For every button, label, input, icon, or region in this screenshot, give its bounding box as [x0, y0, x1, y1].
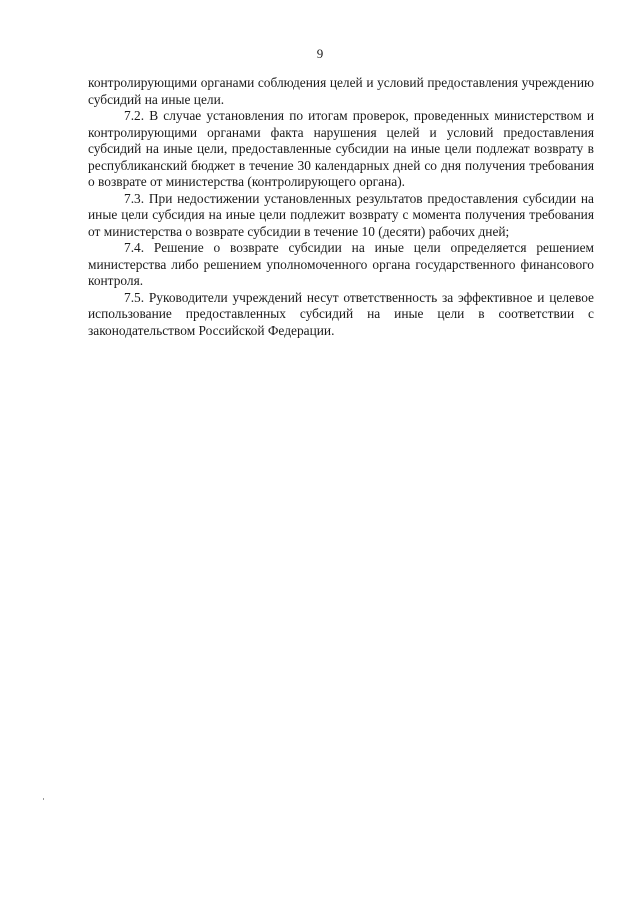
- scan-artifact: [43, 798, 44, 800]
- document-body: [88, 75, 594, 339]
- paragraph-continuation: контролирующими органами соблюдения целей и условий предоставления учреждению субсидий на иные цели.: [88, 75, 594, 107]
- paragraph-7-2: 7.2. В случае установления по итогам проверок, проведенных министерством и контролирующими органами факта нарушения целей и условий предоставления субсидий на иные цели, предоставленные субсидии на иные цели подлежат возврату в республиканский бюджет в течение 30 календарных дней со дня получения требования о возврате от министерства (контролирующего органа).: [88, 108, 594, 189]
- page-number: 9: [316, 46, 324, 61]
- paragraph-7-4: 7.4. Решение о возврате субсидии на иные цели определяется решением министерства либо решением уполномоченного органа государственного финансового контроля.: [88, 240, 594, 288]
- paragraph-7-5: 7.5. Руководители учреждений несут ответственность за эффективное и целевое использование предоставленных субсидий на иные цели в соответствии с законодательством Российской Федерации.: [88, 289, 594, 338]
- paragraph-7-3: 7.3. При недостижении установленных результатов предоставления субсидии на иные цели субсидия на иные цели подлежит возврату с момента получения требования от министерства о возврате субсидии в течение 10 (десяти) рабочих дней;: [88, 190, 594, 239]
